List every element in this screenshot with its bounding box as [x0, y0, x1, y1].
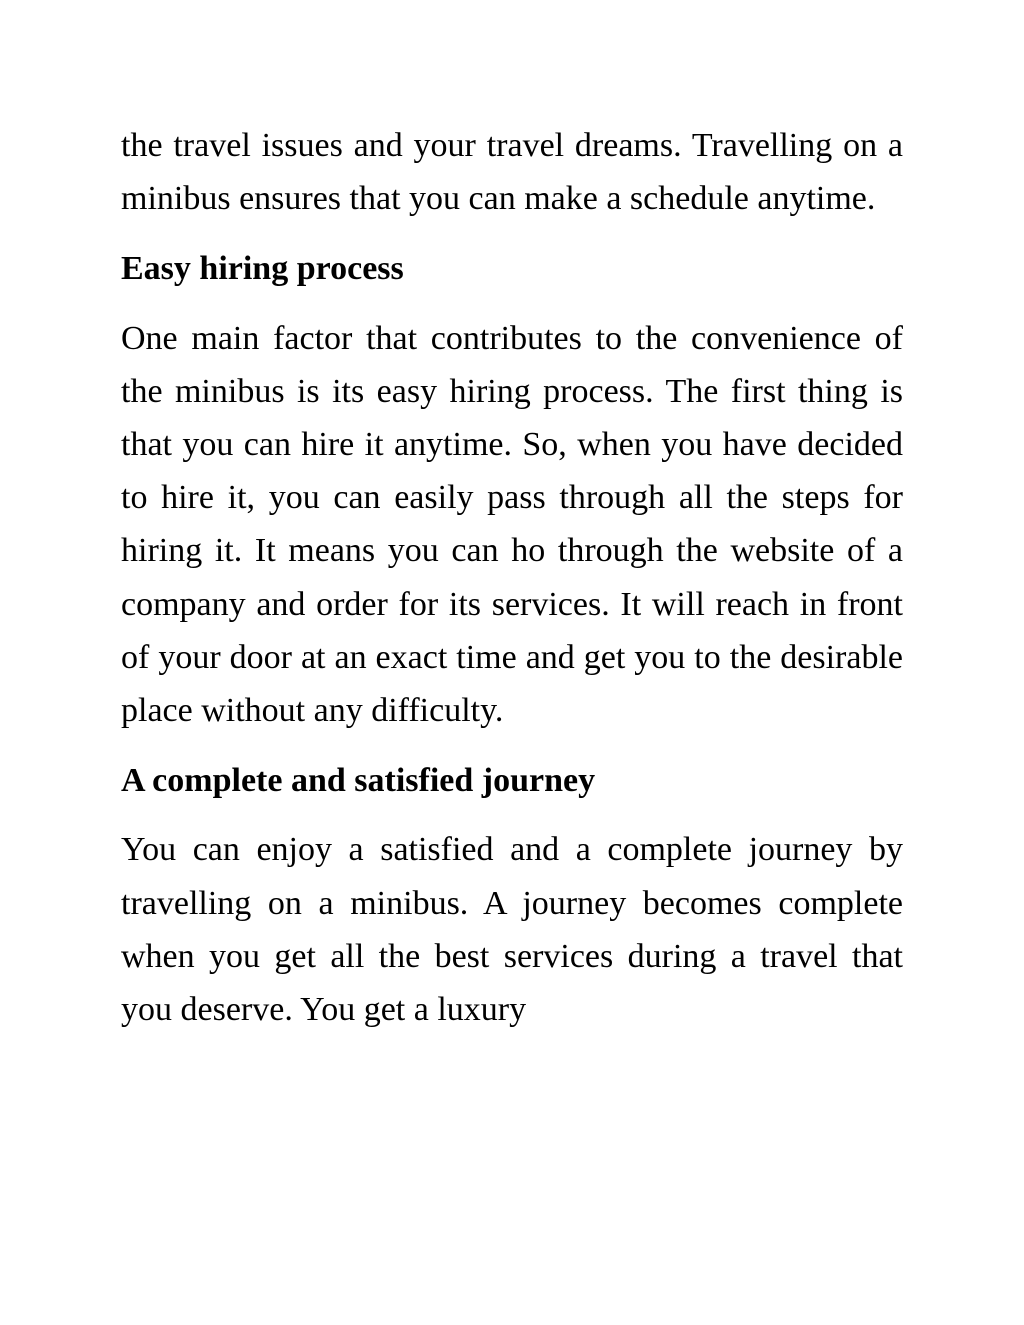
section-heading-easy-hiring: Easy hiring process	[121, 250, 404, 288]
body-paragraph-easy-hiring: One main factor that contributes to the convenience of the minibus is its easy hiring process. The first thing is that you can hire it anytime. So, when you have decided to hire it, you can easily pass through all the steps for hiring it. It means you can ho through the website of a company and order for its services. It will reach in front of your door at an exact time and get you to the desirable place without any difficulty.	[121, 319, 903, 730]
body-paragraph-travel-schedule: the travel issues and your travel dreams. Travelling on a minibus ensures that you can make a schedule anytime.	[121, 127, 903, 218]
body-paragraph-complete-journey: You can enjoy a satisfied and a complete journey by travelling on a minibus. A journey becomes complete when you get all the best services during a travel that you deserve. You get a luxury	[121, 831, 903, 1029]
document-page	[121, 119, 903, 1036]
section-heading-complete-journey: A complete and satisfied journey	[121, 762, 596, 800]
